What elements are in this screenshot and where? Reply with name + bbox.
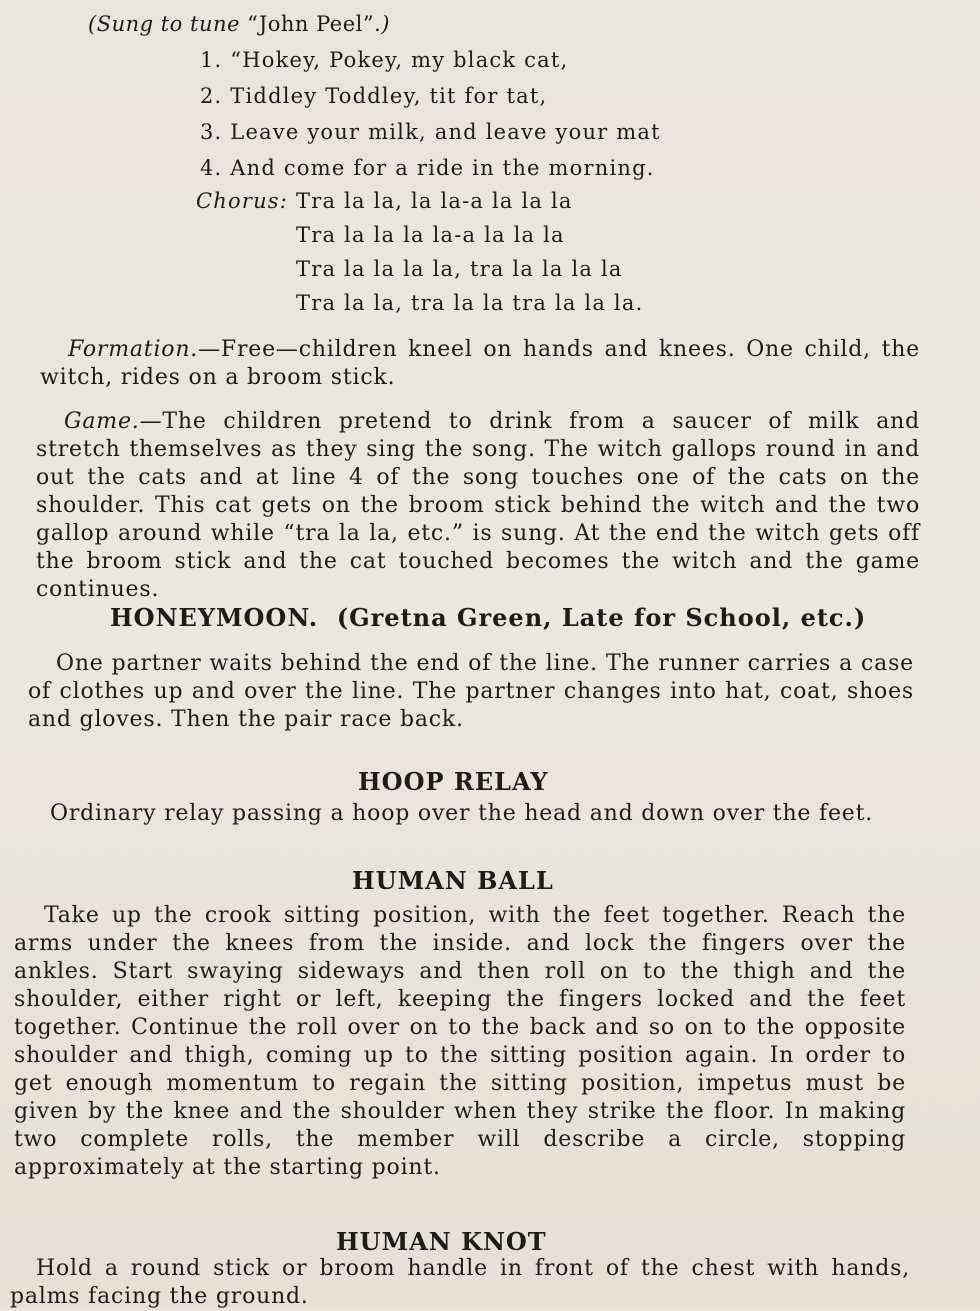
song-line: 2. Tiddley Toddley, tit for tat, [200,84,548,108]
song-line: 4. And come for a ride in the morning. [200,156,655,180]
human-knot-paragraph: Hold a round stick or broom handle in front of the chest with hands, palms facing the ground. [10,1256,910,1309]
honeymoon-paragraph: One partner waits behind the end of the line. The runner carries a case of clothes up and over the line. The partner changes into hat, coat, shoes and gloves. Then the pair race back. [28,651,914,732]
song-line: 1. “Hokey, Pokey, my black cat, [200,48,569,72]
human-ball-heading: HUMAN BALL [352,866,554,895]
song-line: 3. Leave your milk, and leave your mat [200,120,661,144]
human-knot-heading: HUMAN KNOT [336,1227,547,1256]
song-verse [200,42,661,186]
tune-note-close: .) [374,12,390,36]
hoop-relay-paragraph: Ordinary relay passing a hoop over the head and down over the feet. [50,801,874,826]
chorus-line: Tra la la la la-a la la la [296,223,565,247]
formation-lead: Formation. [68,337,199,362]
honeymoon-title: HONEYMOON. [110,603,319,632]
game-lead: Game. [64,409,140,434]
tune-note [88,12,390,36]
human-ball-paragraph: Take up the crook sitting position, with the feet together. Reach the arms under the knees from the inside. and lock the fingers over the ankles. Start swaying sideways and then roll on to the thigh and the shoulder, either right or left, keeping the fingers locked and the feet together. Continue the roll over on to the back and so on to the opposite shoulder and thigh, coming up to the sitting position again. In order to get enough momentum to regain the sitting position, impetus must be given by the knee and the shoulder when they strike the floor. In making two complete rolls, the member will describe a circle, stopping approximately at the starting point. [14,903,906,1180]
tune-note-open: (Sung to tune [88,12,248,36]
tune-note-title: “John Peel” [247,12,375,36]
chorus-label: Chorus: [196,189,289,213]
chorus-line: Tra la la, tra la la tra la la la. [296,291,644,315]
chorus-line [196,184,643,218]
formation-paragraph [40,336,920,392]
honeymoon-subtitle: (Gretna Green, Late for School, etc.) [336,603,867,632]
formation-text: —Free—children kneel on hands and knees. One child, the witch, rides on a broom stick. [40,337,920,390]
chorus-line-text: Tra la la, la la-a la la la [296,189,573,213]
chorus-block [196,184,643,320]
game-paragraph [36,408,920,604]
hoop-relay-heading: HOOP RELAY [358,767,549,796]
chorus-line: Tra la la la la, tra la la la la [296,257,623,281]
game-text: —The children pretend to drink from a saucer of milk and stretch themselves as they sing the song. The witch gallops round in and out the cats and at line 4 of the song touches one of the cats on the shoulder. This cat gets on the broom stick behind the witch and the two gallop around while “tra la la, etc.” is sung. At the end the witch gets off the broom stick and the cat touched becomes the witch and the game continues. [36,409,920,602]
honeymoon-heading [110,603,866,632]
